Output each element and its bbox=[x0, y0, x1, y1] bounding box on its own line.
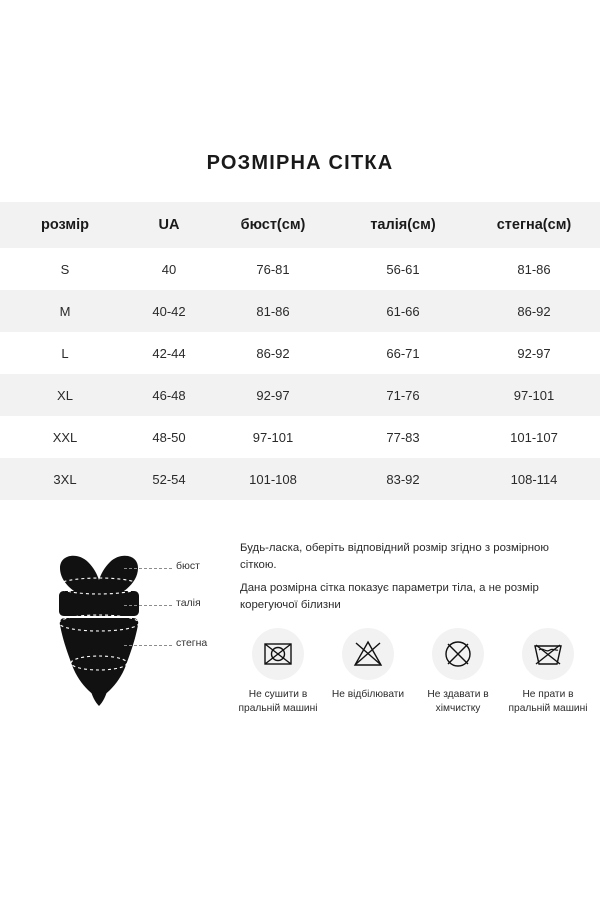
cell-ua: 48-50 bbox=[152, 429, 186, 445]
instruction-notes bbox=[240, 540, 585, 614]
table-row bbox=[0, 416, 600, 458]
cell-ua: 52-54 bbox=[152, 471, 186, 487]
care-item-no-machine-wash bbox=[508, 628, 588, 716]
care-label: Не відбілювати bbox=[331, 689, 405, 700]
cell-bust: 81-86 bbox=[256, 303, 290, 319]
callout-line-hips bbox=[124, 645, 172, 646]
cell-hips: 108-114 bbox=[510, 471, 558, 487]
callout-label-waist: талія bbox=[176, 597, 201, 609]
cell-hips: 92-97 bbox=[517, 345, 551, 361]
cell-bust: 101-108 bbox=[249, 471, 297, 487]
cell-bust: 97-101 bbox=[252, 429, 294, 445]
callout-line-bust bbox=[124, 568, 172, 569]
table-header-row bbox=[0, 202, 600, 248]
cell-hips: 101-107 bbox=[510, 429, 558, 445]
cell-hips: 81-86 bbox=[517, 261, 551, 277]
column-header-waist: талія(см) bbox=[370, 217, 436, 233]
table-row bbox=[0, 332, 600, 374]
table-row bbox=[0, 458, 600, 500]
cell-size: 3XL bbox=[53, 471, 77, 487]
column-header-ua: UA bbox=[158, 217, 180, 233]
column-header-bust: бюст(см) bbox=[240, 217, 306, 233]
callout-label-bust: бюст bbox=[176, 560, 200, 572]
cell-waist: 71-76 bbox=[386, 387, 420, 403]
callout-label-hips: стегна bbox=[176, 637, 208, 649]
cell-size: L bbox=[61, 345, 69, 361]
care-label: Не здавати в хімчистку bbox=[427, 689, 489, 714]
no-tumble-dry-icon bbox=[252, 628, 304, 680]
cell-ua: 42-44 bbox=[152, 345, 186, 361]
table-row bbox=[0, 290, 600, 332]
size-table bbox=[0, 202, 600, 500]
note-line-1: Будь-ласка, оберіть відповідний розмір згідно з розмірною сіткою. bbox=[240, 542, 549, 571]
cell-waist: 61-66 bbox=[386, 303, 420, 319]
table-row bbox=[0, 248, 600, 290]
care-label: Не прати в пральній машині bbox=[508, 689, 588, 714]
cell-bust: 76-81 bbox=[256, 261, 290, 277]
cell-bust: 92-97 bbox=[256, 387, 290, 403]
care-instructions bbox=[238, 628, 588, 716]
cell-size: XXL bbox=[52, 429, 78, 445]
garment-illustration bbox=[18, 538, 238, 708]
lower-section bbox=[0, 520, 600, 900]
care-item-no-tumble-dry bbox=[238, 628, 318, 716]
no-dry-clean-icon bbox=[432, 628, 484, 680]
care-label: Не сушити в пральній машині bbox=[238, 689, 318, 714]
no-machine-wash-icon bbox=[522, 628, 574, 680]
cell-ua: 40-42 bbox=[152, 303, 186, 319]
cell-size: M bbox=[59, 303, 71, 319]
note-line-2: Дана розмірна сітка показує параметри тіла, а не розмір корегуючої білизни bbox=[240, 582, 539, 611]
cell-waist: 83-92 bbox=[386, 471, 420, 487]
cell-waist: 66-71 bbox=[386, 345, 420, 361]
no-bleach-icon bbox=[342, 628, 394, 680]
table-row bbox=[0, 374, 600, 416]
column-header-size: розмір bbox=[41, 217, 89, 233]
cell-hips: 97-101 bbox=[513, 387, 555, 403]
cell-ua: 40 bbox=[161, 261, 177, 277]
cell-bust: 86-92 bbox=[256, 345, 290, 361]
callout-line-waist bbox=[124, 605, 172, 606]
cell-size: S bbox=[60, 261, 70, 277]
cell-ua: 46-48 bbox=[152, 387, 186, 403]
cell-size: XL bbox=[57, 387, 73, 403]
page-title: РОЗМІРНА СІТКА bbox=[206, 152, 394, 174]
care-item-no-dry-clean bbox=[418, 628, 498, 716]
cell-hips: 86-92 bbox=[517, 303, 551, 319]
column-header-hips: стегна(см) bbox=[496, 217, 572, 233]
cell-waist: 56-61 bbox=[386, 261, 420, 277]
care-item-no-bleach bbox=[328, 628, 408, 716]
cell-waist: 77-83 bbox=[386, 429, 420, 445]
